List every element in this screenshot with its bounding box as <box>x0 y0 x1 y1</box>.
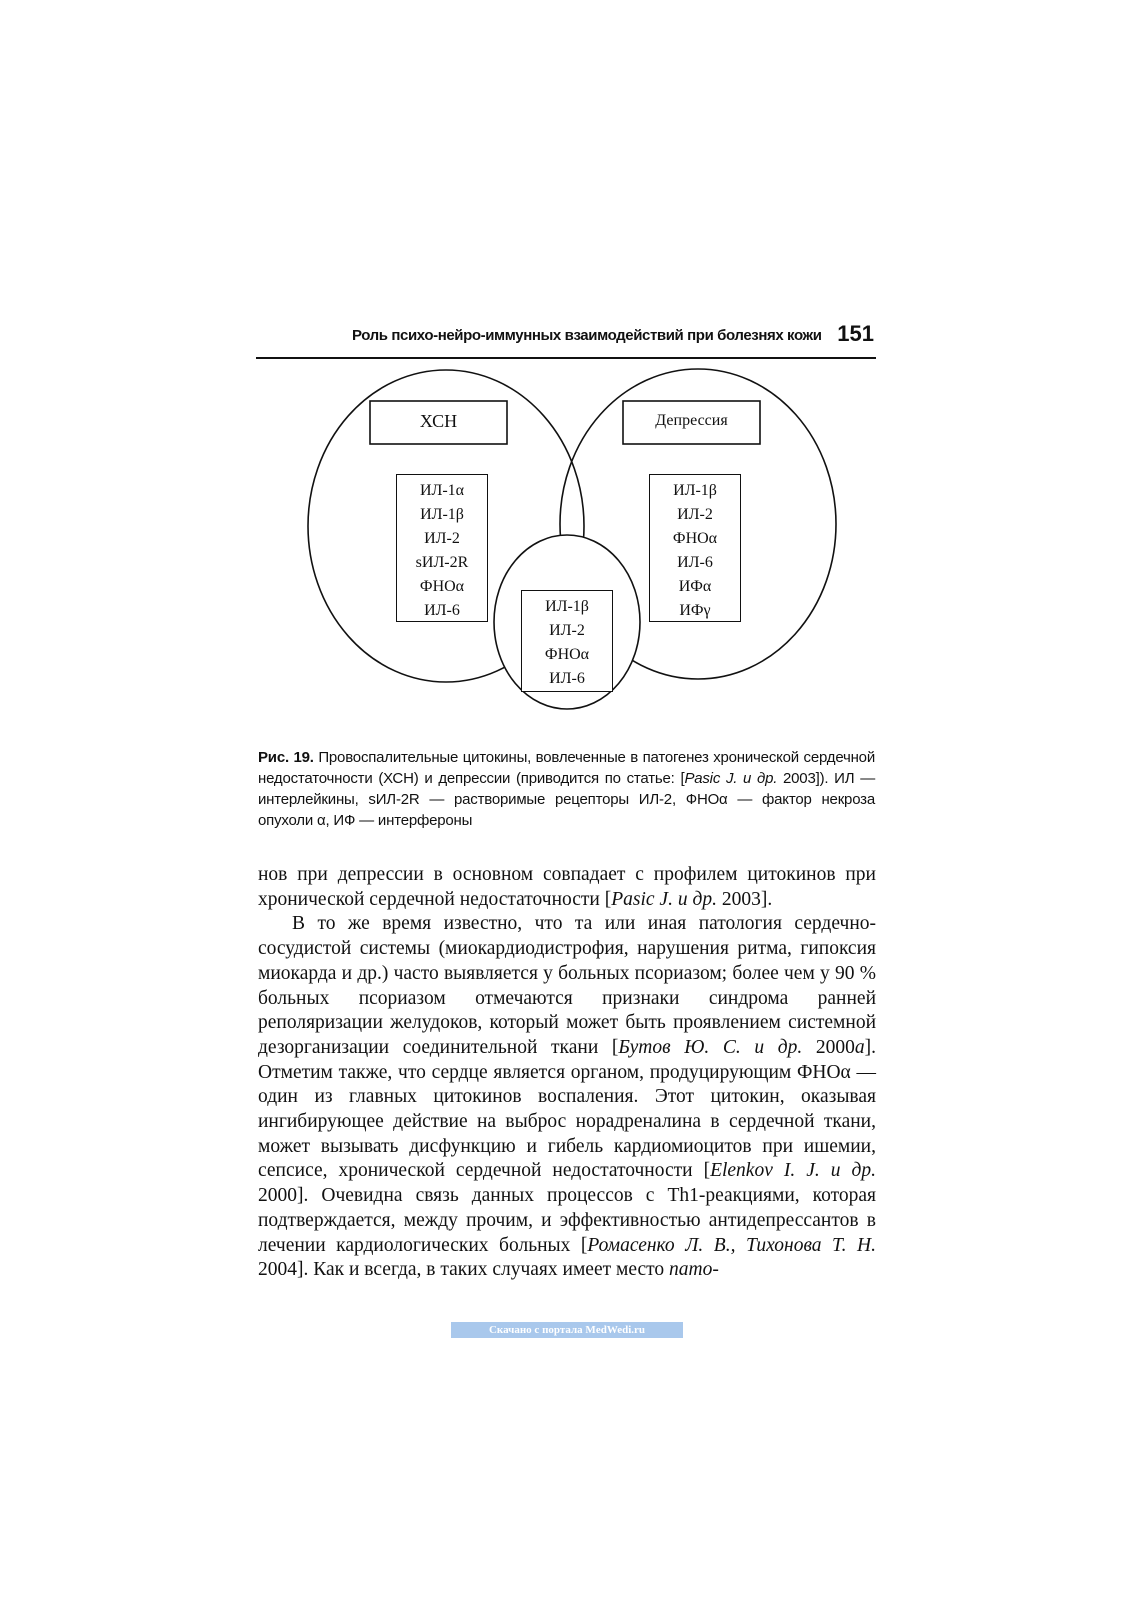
text-run: 2000 <box>802 1036 855 1058</box>
citation: Pasic J. и др. <box>611 888 717 910</box>
list-item: ИЛ-2 <box>677 506 713 523</box>
figure-caption <box>258 747 875 831</box>
list-item: ИЛ-6 <box>549 670 585 687</box>
list-item: ИЛ-1β <box>420 506 464 523</box>
list-item: ФНОα <box>419 578 465 595</box>
paragraph <box>258 912 876 1283</box>
text-run: 2003]. <box>716 888 773 910</box>
list-item: ИЛ-1α <box>419 482 465 499</box>
citation: Ромасенко Л. В., Тихонова Т. Н. <box>587 1234 877 1256</box>
citation-suffix: а <box>854 1036 865 1058</box>
text-run: 2000]. Очевидна связь данных процессов с Th1-реакциями, которая подтверждается, между прочим, и эффективностью антидепрессантов в лечении кардиологических больных [ <box>258 1185 876 1256</box>
watermark-banner[interactable]: Скачано с портала MedWedi.ru <box>451 1322 683 1338</box>
list-item: ИФγ <box>679 602 711 619</box>
paragraph <box>258 863 876 912</box>
list-item: ИФα <box>678 578 712 595</box>
left-set-list <box>396 474 488 622</box>
list-item: ИЛ-2 <box>424 530 460 547</box>
right-set-list <box>649 474 741 622</box>
list-item: ФНОα <box>672 530 718 547</box>
caption-text: 2003]). ИЛ — интерлейкины, sИЛ-2R — растворимые рецепторы ИЛ-2, ФНОα — фактор некроза опухоли α, ИФ — интерфероны <box>258 770 875 829</box>
list-item: ИЛ-6 <box>424 602 460 619</box>
caption-reference: Pasic J. и др. <box>684 770 778 787</box>
list-item: ИЛ-1β <box>545 598 589 615</box>
list-item: ИЛ-6 <box>677 554 713 571</box>
list-item: ИЛ-1β <box>673 482 717 499</box>
figure-label: Рис. 19. <box>258 749 314 766</box>
list-item: ФНОα <box>544 646 590 663</box>
text-run: 2004]. Как и всегда, в таких случаях имеет место <box>258 1259 670 1281</box>
text-run: ]. Отметим также, что сердце является органом, продуцирующим ФНОα — один из главных цитокинов воспаления. Этот цитокин, оказывая ингибирующее действие на выброс норадреналина в сердечной ткани, может вызывать дисфункцию и гибель кардиомиоцитов при ишемии, сепсисе, хронической сердечной недостаточности [ <box>258 1036 877 1182</box>
left-set-title: ХСН <box>419 411 458 431</box>
citation: Бутов Ю. С. и др. <box>618 1036 803 1058</box>
running-title: Роль психо-нейро-иммунных взаимодействий при болезнях кожи <box>352 327 822 344</box>
text-run: В то же время известно, что та или иная патология сердечно-сосудистой системы (миокардиодистрофия, нарушения ритма, гипоксия миокарда и др.) часто выявляется у больных псориазом; более чем у 90 % больных псориазом отмечаются признаки синдрома ранней реполяризации желудоков, который может быть проявлением системной дезорганизации соединительной ткани [ <box>258 913 876 1058</box>
right-set-title: Депрессия <box>655 412 728 429</box>
list-item: sИЛ-2R <box>415 554 469 571</box>
caption-text: Провоспалительные цитокины, вовлеченные в патогенез хронической сердечной недостаточности (ХСН) и депрессии (приводится по статье: [ <box>258 749 875 787</box>
page-number: 151 <box>837 321 874 346</box>
text-run-italic: пато- <box>669 1259 719 1281</box>
citation: Elenkov I. J. и др. <box>710 1160 876 1182</box>
body-text <box>258 863 876 1283</box>
intersection-list <box>521 590 613 692</box>
list-item: ИЛ-2 <box>549 622 585 639</box>
text-run: нов при депрессии в основном совпадает с профилем цитокинов при хронической сердечной недостаточности [ <box>258 864 876 910</box>
